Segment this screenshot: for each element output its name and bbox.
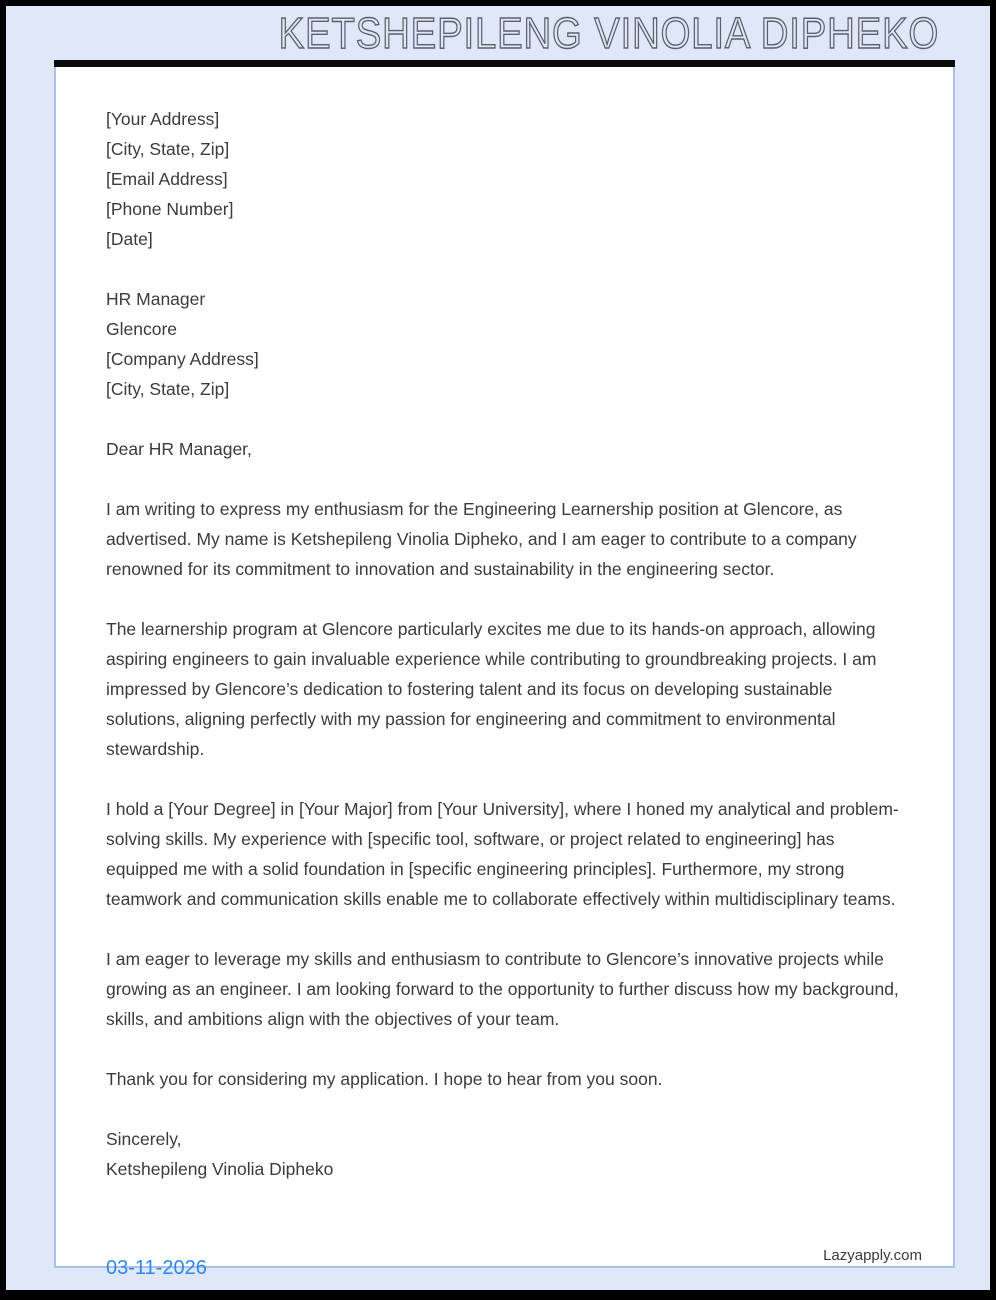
watermark: Lazyapply.com — [823, 1247, 922, 1264]
sender-address-line: [City, State, Zip] — [106, 139, 230, 159]
body-paragraph: I hold a [Your Degree] in [Your Major] from [Your University], where I honed my analytical and problem-solving skills. My experience with [specific tool, software, or project related to engineering] has equipped me with a solid foundation in [specific engineering principles]. Furthermore, my strong teamwork and communication skills enable me to collaborate effectively within multidisciplinary teams. — [106, 799, 899, 909]
header-rule — [54, 60, 955, 67]
sender-address-block — [106, 104, 903, 254]
closing: Sincerely, — [106, 1129, 182, 1149]
body-paragraph: I am writing to express my enthusiasm for the Engineering Learnership position at Glencore, as advertised. My name is Ketshepileng Vinolia Dipheko, and I am eager to contribute to a company renowned for its commitment to innovation and sustainability in the engineering sector. — [106, 499, 857, 579]
recipient-line: [City, State, Zip] — [106, 379, 230, 399]
body-paragraph: The learnership program at Glencore particularly excites me due to its hands-on approach, allowing aspiring engineers to gain invaluable experience while contributing to groundbreaking projects. I am impressed by Glencore’s dedication to fostering talent and its focus on developing sustainable solutions, aligning perfectly with my passion for engineering and commitment to environmental stewardship. — [106, 619, 877, 759]
page-title: KETSHEPILENG VINOLIA DIPHEKO — [278, 9, 939, 58]
sender-address-line: [Phone Number] — [106, 199, 234, 219]
sender-address-line: [Your Address] — [106, 109, 220, 129]
signature-block — [106, 1124, 903, 1184]
signature-name: Ketshepileng Vinolia Dipheko — [106, 1159, 334, 1179]
cover-letter-document — [54, 67, 955, 1268]
salutation: Dear HR Manager, — [106, 439, 252, 459]
recipient-line: Glencore — [106, 319, 178, 339]
recipient-line: [Company Address] — [106, 349, 259, 369]
date-stamp: 03-11-2026 — [106, 1257, 207, 1279]
sender-address-line: [Date] — [106, 229, 153, 249]
sender-address-line: [Email Address] — [106, 169, 228, 189]
body-paragraph: I am eager to leverage my skills and enthusiasm to contribute to Glencore’s innovative projects while growing as an engineer. I am looking forward to the opportunity to further discuss how my background, skills, and ambitions align with the objectives of your team. — [106, 949, 899, 1029]
recipient-address-block — [106, 284, 903, 404]
page-background — [6, 6, 990, 1290]
recipient-line: HR Manager — [106, 289, 206, 309]
body-paragraph: Thank you for considering my application. I hope to hear from you soon. — [106, 1069, 663, 1089]
